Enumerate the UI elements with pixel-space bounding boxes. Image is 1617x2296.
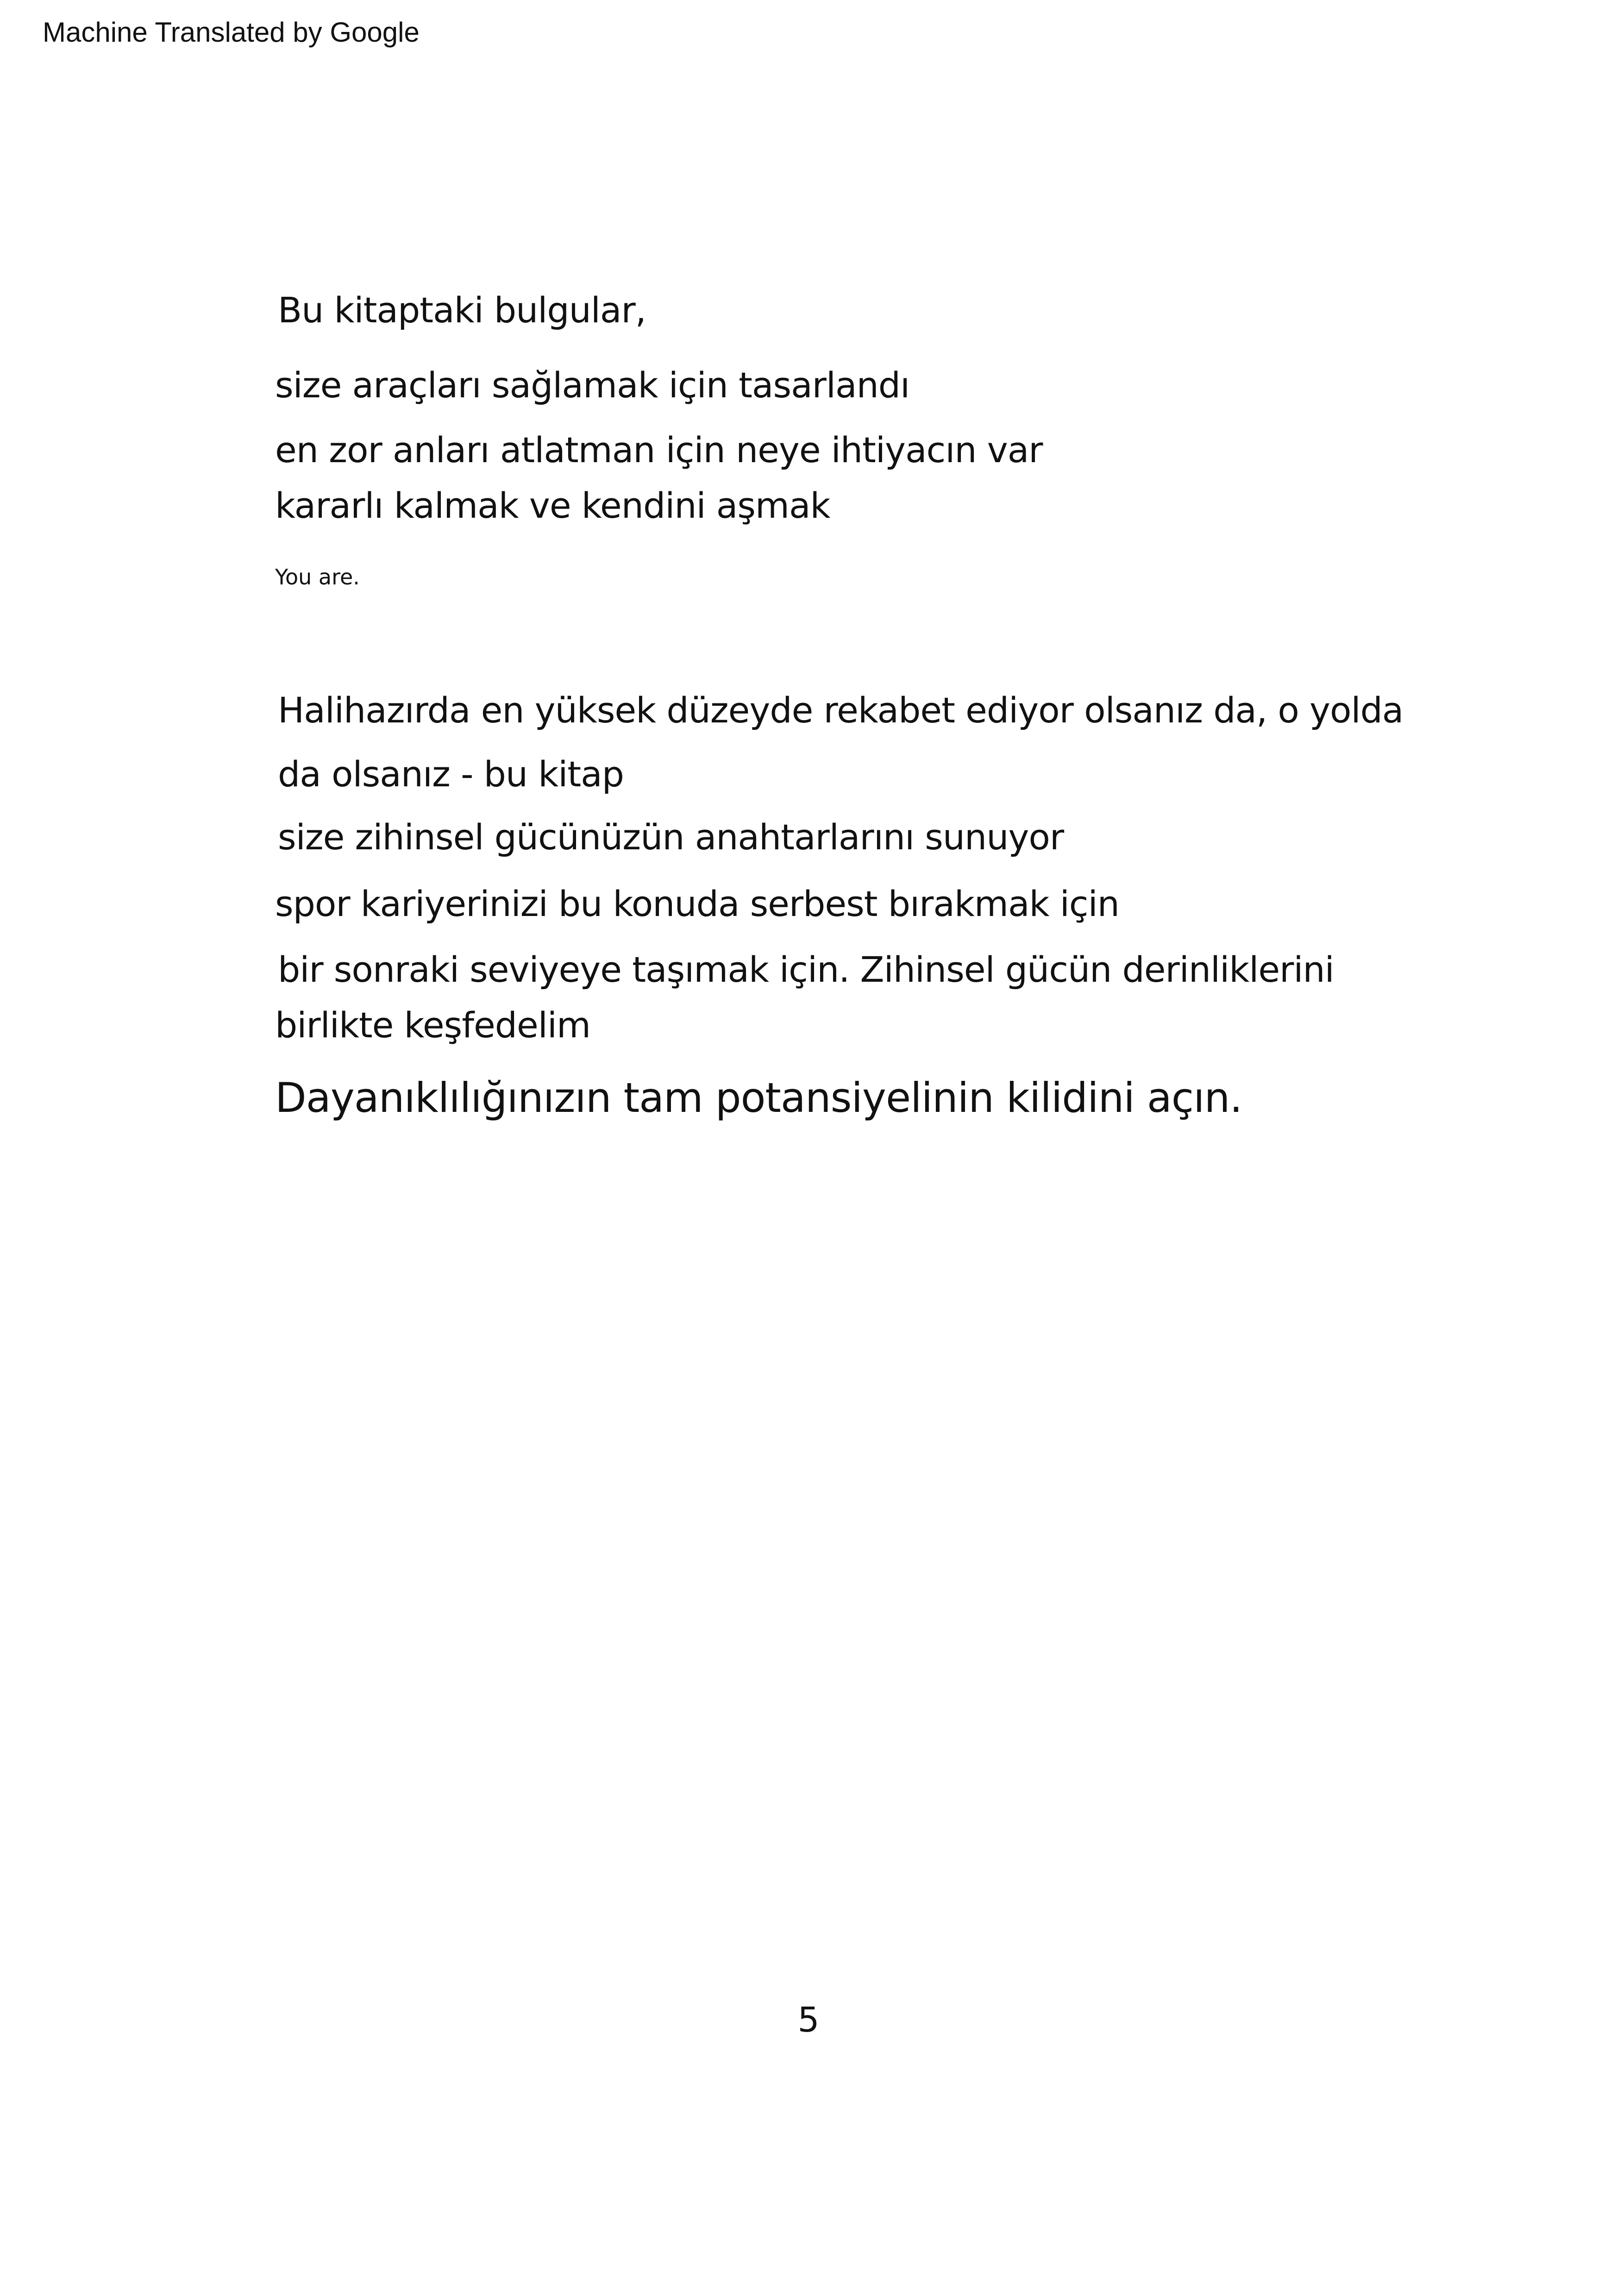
paragraph-line: Bu kitaptaki bulgular,	[278, 289, 646, 331]
note-text: You are.	[275, 565, 360, 590]
paragraph-line: kararlı kalmak ve kendini aşmak	[275, 485, 830, 526]
paragraph-line: da olsanız - bu kitap	[278, 753, 624, 795]
paragraph-line: birlikte keşfedelim	[275, 1004, 590, 1046]
paragraph-line: en zor anları atlatman için neye ihtiyacın var	[275, 429, 1043, 470]
machine-translation-banner: Machine Translated by Google	[43, 17, 420, 48]
paragraph-line: Halihazırda en yüksek düzeyde rekabet ediyor olsanız da, o yolda	[278, 690, 1404, 731]
paragraph-line: size zihinsel gücünüzün anahtarlarını sunuyor	[278, 816, 1064, 858]
paragraph-line: size araçları sağlamak için tasarlandı	[275, 364, 910, 406]
page-number: 5	[797, 2000, 820, 2040]
closing-statement: Dayanıklılığınızın tam potansiyelinin kilidini açın.	[275, 1074, 1242, 1122]
paragraph-line: bir sonraki seviyeye taşımak için. Zihinsel gücün derinliklerini	[278, 949, 1334, 990]
paragraph-line: spor kariyerinizi bu konuda serbest bırakmak için	[275, 883, 1119, 924]
